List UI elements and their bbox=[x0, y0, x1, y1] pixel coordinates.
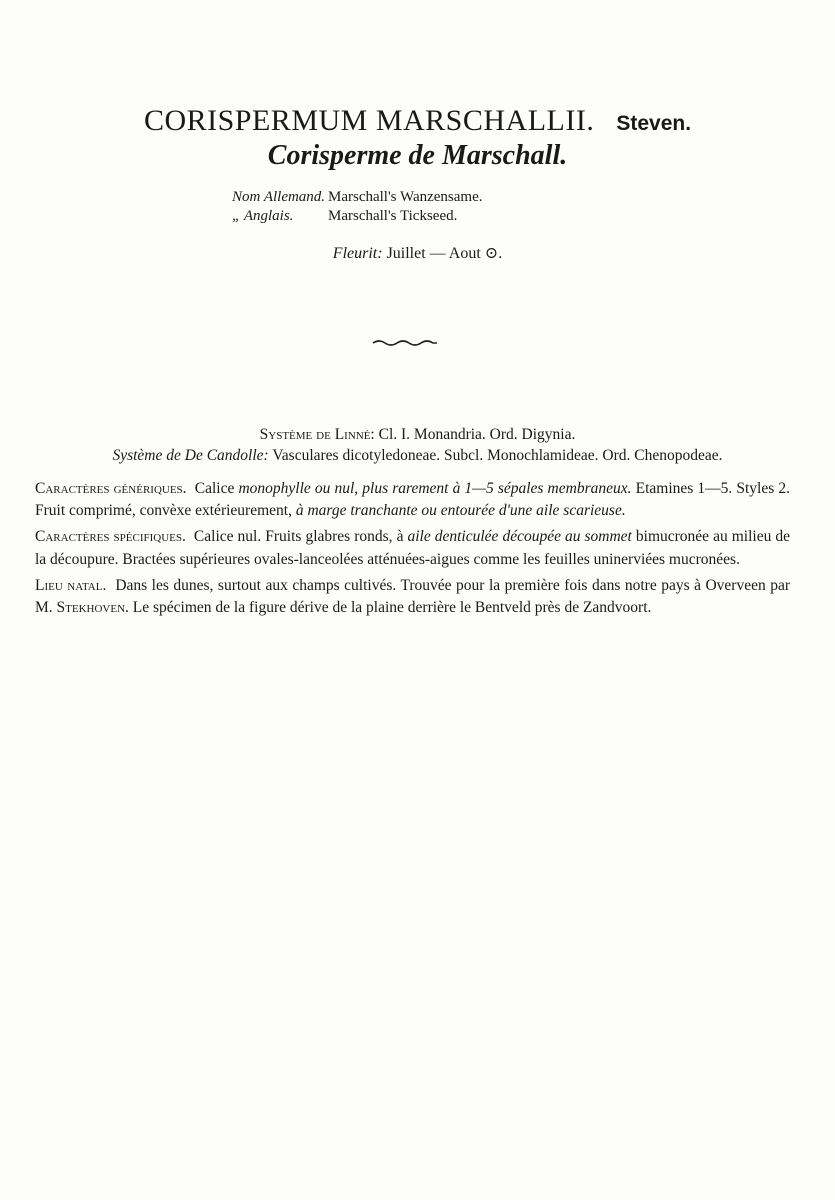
generic-characters bbox=[35, 478, 790, 522]
english-name-label: „ Anglais. bbox=[232, 208, 294, 224]
generic-italic-2: à marge tranchante ou entourée d'une aile scarieuse. bbox=[295, 502, 626, 520]
linne-value: Cl. I. Monandria. Ord. Digynia. bbox=[378, 426, 576, 443]
generic-label: Caractères génériques. bbox=[35, 480, 187, 497]
generic-text-2: Etamines 1—5. Styles 2. Fruit comprimé, convèxe extérieurement, bbox=[35, 480, 790, 520]
generic-text-1: Calice bbox=[194, 480, 239, 497]
flowering-value: Juillet — Aout ⊙. bbox=[386, 245, 503, 262]
specific-label: Caractères spécifiques. bbox=[35, 528, 186, 546]
linne-system bbox=[0, 424, 835, 445]
habitat-label: Lieu natal. bbox=[35, 576, 107, 594]
flowering-period bbox=[0, 243, 835, 263]
decandolle-system bbox=[0, 445, 835, 466]
common-names bbox=[232, 188, 483, 226]
specific-text-1: Calice nul. Fruits glabres ronds, à bbox=[193, 528, 408, 546]
title-row bbox=[0, 104, 835, 138]
ornamental-divider bbox=[371, 338, 439, 346]
specific-characters bbox=[35, 526, 790, 570]
english-name-value: Marschall's Tickseed. bbox=[328, 208, 458, 224]
description bbox=[35, 478, 790, 623]
flowering-label: Fleurit: bbox=[332, 245, 383, 262]
french-name: Corisperme de Marschall. bbox=[267, 140, 568, 171]
classification bbox=[0, 424, 835, 466]
species-title: CORISPERMUM MARSCHALLII. bbox=[143, 104, 595, 137]
habitat bbox=[35, 575, 790, 619]
habitat-text-2: . Le spécimen de la figure dérive de la plaine derrière le Bentveld près de Zandvoort. bbox=[125, 599, 652, 617]
specific-italic-1: aile denticulée découpée au sommet bbox=[407, 528, 632, 546]
generic-italic-1: monophylle ou nul, plus rarement à 1—5 sépales membraneux. bbox=[238, 480, 632, 497]
linne-label: Système de Linné: bbox=[259, 426, 375, 443]
german-name-value: Marschall's Wanzensame. bbox=[328, 189, 483, 205]
german-name-row bbox=[232, 188, 483, 207]
decandolle-label: Système de De Candolle: bbox=[112, 447, 269, 464]
german-name-label: Nom Allemand. bbox=[232, 189, 326, 205]
decandolle-value: Vasculares dicotyledoneae. Subcl. Monochlamideae. Ord. Chenopodeae. bbox=[272, 447, 723, 464]
english-name-row bbox=[232, 207, 483, 226]
habitat-text-1: Dans les dunes, surtout aux champs cultivés. Trouvée pour la première fois dans notre pays à Overveen par M. bbox=[35, 576, 790, 617]
collector-name: Stekhoven bbox=[56, 599, 126, 617]
species-author: Steven. bbox=[616, 112, 692, 135]
specific-text-2: bimucronée au milieu de la découpure. Bractées supérieures ovales-lanceolées atténuées-aigues comme les feuilles uninerviées mucronées. bbox=[35, 528, 790, 568]
